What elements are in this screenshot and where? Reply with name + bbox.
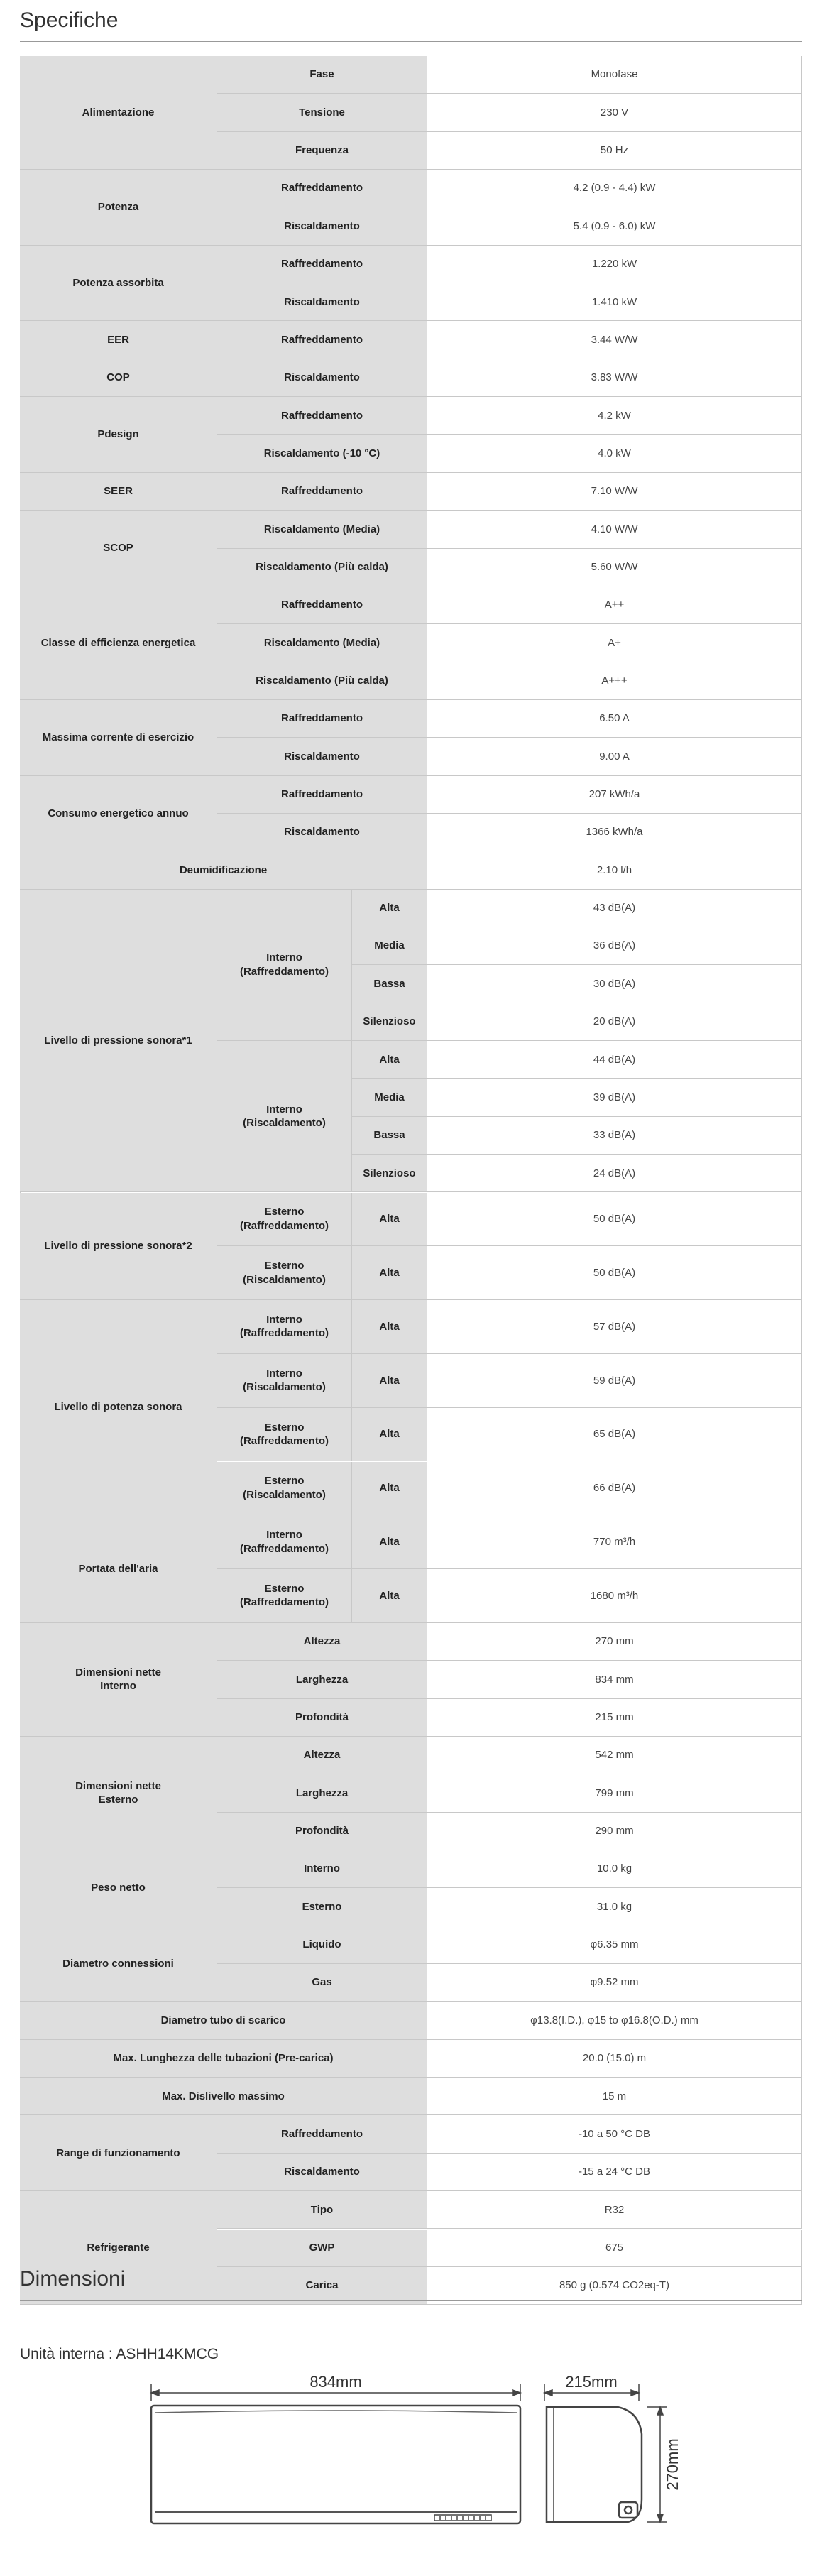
spec-mode-silenzioso-text: Silenzioso — [363, 1015, 416, 1028]
spec-label-portata-dell-aria-text: Portata dell'aria — [78, 1562, 158, 1575]
spec-value-text: -15 a 24 °C DB — [578, 2166, 651, 2178]
spec-value-text: 59 dB(A) — [593, 1374, 636, 1387]
spec-label-massima-corrente-di-esercizio-text: Massima corrente di esercizio — [42, 731, 194, 744]
spec-value — [427, 1515, 802, 1569]
spec-sub-riscaldamento-text: Riscaldamento — [284, 750, 360, 763]
spec-value — [427, 2154, 802, 2191]
spec-label-range-di-funzionamento — [20, 2115, 217, 2191]
spec-sub-raffreddamento-text: Raffreddamento — [280, 258, 363, 271]
spec-value — [427, 662, 802, 700]
spec-mode-alta-text: Alta — [379, 902, 400, 915]
spec-sub-larghezza — [217, 1774, 427, 1812]
spec-sub-interno — [217, 1850, 427, 1888]
spec-value — [427, 1003, 802, 1041]
spec-sub-esterno-raffreddamento — [217, 1569, 352, 1623]
spec-value — [427, 321, 802, 359]
spec-sub-riscaldamento-10-c — [217, 435, 427, 473]
spec-mode-bassa-text: Bassa — [373, 977, 405, 990]
spec-value-text: 799 mm — [595, 1786, 634, 1799]
spec-sub-raffreddamento-text: Raffreddamento — [280, 712, 363, 725]
spec-mode-alta — [352, 1462, 427, 1516]
spec-sub-raffreddamento-text: Raffreddamento — [280, 2127, 363, 2140]
spec-value-text: 4.10 W/W — [591, 523, 638, 535]
spec-value-text: 207 kWh/a — [588, 788, 640, 801]
spec-label-dimensioni-nette-esterno-text: Dimensioni nette Esterno — [75, 1779, 161, 1806]
spec-value-text: 57 dB(A) — [593, 1320, 636, 1333]
spec-sub-fase-text: Fase — [309, 68, 334, 81]
spec-sub-esterno-riscaldamento-text: Esterno (Riscaldamento) — [243, 1260, 326, 1286]
spec-value-text: 5.4 (0.9 - 6.0) kW — [573, 219, 656, 232]
spec-value-text: φ9.52 mm — [590, 1976, 639, 1989]
spec-value — [427, 927, 802, 965]
spec-mode-alta — [352, 890, 427, 927]
spec-sub-altezza — [217, 1737, 427, 1774]
spec-label-consumo-energetico-annuo-text: Consumo energetico annuo — [48, 807, 189, 819]
spec-label-classe-di-efficienza-energetica — [20, 586, 217, 700]
spec-value-text: 1366 kWh/a — [586, 826, 643, 839]
spec-value-text: R32 — [604, 2203, 625, 2216]
spec-mode-media-text: Media — [374, 1091, 405, 1103]
spec-value — [427, 170, 802, 207]
spec-label-livello-di-potenza-sonora-text: Livello di potenza sonora — [54, 1401, 182, 1414]
spec-value — [427, 511, 802, 548]
spec-value-text: A+++ — [601, 675, 628, 687]
spec-mode-alta — [352, 1354, 427, 1408]
spec-mode-bassa — [352, 965, 427, 1003]
spec-value-text: Monofase — [591, 68, 638, 81]
spec-sub-raffreddamento — [217, 170, 427, 207]
spec-label-potenza-text: Potenza — [97, 201, 139, 214]
spec-value-text: 834 mm — [595, 1673, 634, 1686]
spec-value-text: 6.50 A — [599, 712, 630, 725]
spec-sub-riscaldamento-media — [217, 511, 427, 548]
spec-sub-raffreddamento — [217, 473, 427, 511]
spec-value — [427, 851, 802, 889]
spec-value — [427, 1888, 802, 1926]
spec-value-text: 850 g (0.574 CO2eq-T) — [559, 2279, 670, 2292]
spec-value — [427, 1926, 802, 1964]
spec-value — [427, 132, 802, 170]
spec-value-text: 9.00 A — [599, 750, 630, 763]
spec-value — [427, 473, 802, 511]
spec-sub-interno-riscaldamento-text: Interno (Riscaldamento) — [243, 1367, 326, 1394]
spec-value-text: 2.10 l/h — [596, 863, 632, 876]
spec-value — [427, 965, 802, 1003]
spec-value — [427, 700, 802, 738]
spec-value-text: 24 dB(A) — [593, 1167, 636, 1179]
spec-value-text: 33 dB(A) — [593, 1129, 636, 1142]
spec-value — [427, 56, 802, 94]
spec-value — [427, 2040, 802, 2078]
spec-label-portata-dell-aria — [20, 1515, 217, 1623]
spec-value-text: 15 m — [602, 2090, 627, 2102]
spec-sub-fase — [217, 56, 427, 94]
spec-label-classe-di-efficienza-energetica-text: Classe di efficienza energetica — [40, 636, 196, 649]
spec-sub-frequenza-text: Frequenza — [295, 144, 349, 157]
spec-label-massima-corrente-di-esercizio — [20, 700, 217, 776]
spec-value — [427, 2191, 802, 2229]
specs-title: Specifiche — [20, 9, 119, 32]
spec-label-scop — [20, 511, 217, 586]
spec-sub-riscaldamento-10-c-text: Riscaldamento (-10 °C) — [263, 447, 380, 459]
spec-value-text: 675 — [605, 2241, 624, 2254]
spec-sub-raffreddamento — [217, 700, 427, 738]
spec-sub-raffreddamento — [217, 321, 427, 359]
spec-mode-alta-text: Alta — [379, 1482, 400, 1495]
spec-sub-riscaldamento-text: Riscaldamento — [284, 826, 360, 839]
spec-mode-alta-text: Alta — [379, 1374, 400, 1387]
spec-label-dimensioni-nette-esterno — [20, 1737, 217, 1850]
spec-sub-raffreddamento — [217, 246, 427, 283]
spec-sub-interno-raffreddamento-text: Interno (Raffreddamento) — [239, 1313, 329, 1340]
spec-value — [427, 1408, 802, 1462]
spec-value — [427, 776, 802, 814]
spec-value — [427, 624, 802, 662]
spec-sub-tensione — [217, 94, 427, 131]
spec-value-text: 4.2 (0.9 - 4.4) kW — [573, 182, 656, 195]
spec-label-diametro-tubo-di-scarico-text: Diametro tubo di scarico — [160, 2014, 286, 2026]
spec-mode-media — [352, 927, 427, 965]
spec-sub-tipo — [217, 2191, 427, 2229]
spec-label-peso-netto — [20, 1850, 217, 1926]
spec-value-text: 290 mm — [595, 1825, 634, 1838]
spec-value — [427, 207, 802, 245]
spec-sub-riscaldamento — [217, 2154, 427, 2191]
spec-sub-interno-raffreddamento — [217, 1515, 352, 1569]
spec-value — [427, 359, 802, 397]
spec-value — [427, 2230, 802, 2267]
spec-mode-media — [352, 1079, 427, 1116]
depth-label: 215mm — [565, 2373, 618, 2391]
spec-value-text: 65 dB(A) — [593, 1428, 636, 1441]
spec-label-livello-di-pressione-sonora-1-text: Livello di pressione sonora*1 — [44, 1034, 192, 1047]
spec-mode-alta-text: Alta — [379, 1266, 400, 1279]
spec-value-text: 10.0 kg — [596, 1862, 632, 1875]
spec-sub-gas — [217, 1964, 427, 2002]
spec-sub-riscaldamento-piu-calda — [217, 549, 427, 586]
spec-sub-riscaldamento — [217, 738, 427, 775]
spec-label-livello-di-pressione-sonora-2-text: Livello di pressione sonora*2 — [44, 1240, 192, 1252]
spec-value — [427, 2115, 802, 2153]
spec-value-text: 4.0 kW — [598, 447, 631, 459]
spec-sub-esterno-riscaldamento-text: Esterno (Riscaldamento) — [243, 1475, 326, 1501]
spec-sub-esterno-text: Esterno — [302, 1900, 342, 1913]
spec-label-livello-di-pressione-sonora-2 — [20, 1193, 217, 1301]
spec-sub-esterno-raffreddamento — [217, 1408, 352, 1462]
spec-value-text: A+ — [608, 636, 621, 649]
spec-sub-liquido — [217, 1926, 427, 1964]
spec-sub-esterno-raffreddamento — [217, 1193, 352, 1247]
spec-label-diametro-connessioni — [20, 1926, 217, 2002]
spec-mode-alta — [352, 1515, 427, 1569]
spec-value — [427, 1699, 802, 1737]
dimensions-title: Dimensioni — [20, 2267, 126, 2291]
spec-sub-riscaldamento-piu-calda-text: Riscaldamento (Più calda) — [256, 560, 388, 573]
spec-label-max-dislivello-massimo-text: Max. Dislivello massimo — [162, 2090, 285, 2102]
spec-label-consumo-energetico-annuo — [20, 776, 217, 852]
spec-mode-media-text: Media — [374, 939, 405, 952]
spec-value-text: 270 mm — [595, 1635, 634, 1648]
spec-sub-altezza — [217, 1623, 427, 1661]
spec-value-text: 3.83 W/W — [591, 371, 638, 384]
spec-sub-profondita — [217, 1813, 427, 1850]
spec-value — [427, 1569, 802, 1623]
spec-value-text: 50 dB(A) — [593, 1213, 636, 1226]
spec-mode-alta-text: Alta — [379, 1320, 400, 1333]
spec-sub-riscaldamento-piu-calda-text: Riscaldamento (Più calda) — [256, 675, 388, 687]
spec-label-max-dislivello-massimo — [20, 2078, 427, 2115]
spec-sub-esterno-riscaldamento — [217, 1246, 352, 1300]
specs-table — [20, 56, 802, 2292]
spec-label-potenza-assorbita-text: Potenza assorbita — [72, 276, 164, 289]
spec-value-text: 1.410 kW — [591, 295, 637, 308]
spec-label-deumidificazione-text: Deumidificazione — [179, 863, 268, 876]
spec-label-peso-netto-text: Peso netto — [91, 1882, 146, 1894]
spec-sub-riscaldamento-text: Riscaldamento — [284, 2166, 360, 2178]
spec-value-text: 4.2 kW — [598, 409, 631, 422]
spec-sub-riscaldamento-media-text: Riscaldamento (Media) — [263, 636, 380, 649]
spec-sub-altezza-text: Altezza — [303, 1749, 341, 1762]
spec-sub-tensione-text: Tensione — [299, 106, 345, 119]
spec-mode-alta — [352, 1041, 427, 1079]
spec-value-text: 43 dB(A) — [593, 902, 636, 915]
spec-value — [427, 1964, 802, 2002]
spec-value — [427, 1737, 802, 1774]
spec-sub-riscaldamento — [217, 283, 427, 321]
spec-value-text: 542 mm — [595, 1749, 634, 1762]
spec-label-seer-text: SEER — [104, 485, 133, 498]
spec-value-text: A++ — [604, 599, 625, 611]
spec-sub-esterno-raffreddamento-text: Esterno (Raffreddamento) — [239, 1421, 329, 1448]
spec-mode-silenzioso — [352, 1003, 427, 1041]
spec-value — [427, 738, 802, 775]
spec-value-text: 230 V — [600, 106, 629, 119]
spec-sub-riscaldamento-text: Riscaldamento — [284, 295, 360, 308]
spec-mode-bassa-text: Bassa — [373, 1129, 405, 1142]
height-label: 270mm — [664, 2438, 681, 2491]
spec-value — [427, 1246, 802, 1300]
spec-sub-interno-text: Interno — [304, 1862, 340, 1875]
spec-value-text: 7.10 W/W — [591, 485, 638, 498]
spec-sub-interno-raffreddamento-text: Interno (Raffreddamento) — [239, 1529, 329, 1555]
spec-value — [427, 1155, 802, 1192]
spec-value — [427, 94, 802, 131]
spec-label-seer — [20, 473, 217, 511]
spec-label-alimentazione-text: Alimentazione — [82, 106, 155, 119]
spec-sub-larghezza — [217, 1661, 427, 1698]
spec-sub-raffreddamento-text: Raffreddamento — [280, 485, 363, 498]
spec-sub-interno-riscaldamento-text: Interno (Riscaldamento) — [243, 1103, 326, 1130]
spec-value — [427, 1354, 802, 1408]
spec-label-dimensioni-nette-interno-text: Dimensioni nette Interno — [75, 1666, 161, 1693]
spec-value — [427, 397, 802, 435]
spec-sub-riscaldamento-media-text: Riscaldamento (Media) — [263, 523, 380, 535]
spec-value — [427, 1041, 802, 1079]
spec-sub-gwp-text: GWP — [309, 2241, 335, 2254]
spec-label-diametro-connessioni-text: Diametro connessioni — [62, 1957, 174, 1970]
spec-label-diametro-tubo-di-scarico — [20, 2002, 427, 2039]
spec-value-text: 39 dB(A) — [593, 1091, 636, 1103]
spec-label-livello-di-pressione-sonora-1 — [20, 890, 217, 1193]
dimension-drawing — [0, 2372, 822, 2576]
indoor-unit-front-view — [151, 2406, 520, 2523]
spec-value-text: φ6.35 mm — [590, 1938, 639, 1951]
spec-value — [427, 1850, 802, 1888]
spec-sub-raffreddamento — [217, 2115, 427, 2153]
spec-label-max-lunghezza-delle-tubazioni-pre-carica — [20, 2040, 427, 2078]
spec-value — [427, 1300, 802, 1354]
spec-sub-interno-riscaldamento — [217, 1354, 352, 1408]
spec-value — [427, 1462, 802, 1516]
spec-sub-frequenza — [217, 132, 427, 170]
spec-sub-carica-text: Carica — [305, 2279, 339, 2292]
spec-sub-altezza-text: Altezza — [303, 1635, 341, 1648]
spec-mode-silenzioso-text: Silenzioso — [363, 1167, 416, 1179]
spec-value — [427, 1623, 802, 1661]
spec-sub-raffreddamento — [217, 586, 427, 624]
spec-sub-liquido-text: Liquido — [302, 1938, 341, 1951]
spec-value — [427, 1661, 802, 1698]
spec-sub-riscaldamento-text: Riscaldamento — [284, 371, 360, 384]
spec-label-pdesign-text: Pdesign — [97, 428, 139, 441]
width-label: 834mm — [309, 2373, 362, 2391]
spec-value-text: 66 dB(A) — [593, 1482, 636, 1495]
spec-value — [427, 283, 802, 321]
spec-sub-interno-raffreddamento-text: Interno (Raffreddamento) — [239, 951, 329, 978]
spec-value-text: 50 dB(A) — [593, 1266, 636, 1279]
spec-label-cop-text: COP — [106, 371, 130, 384]
spec-sub-esterno-riscaldamento — [217, 1462, 352, 1516]
spec-sub-gwp — [217, 2230, 427, 2267]
spec-label-alimentazione — [20, 56, 217, 170]
spec-sub-larghezza-text: Larghezza — [295, 1786, 349, 1799]
spec-sub-riscaldamento — [217, 359, 427, 397]
spec-sub-riscaldamento — [217, 207, 427, 245]
spec-value-text: 3.44 W/W — [591, 333, 638, 346]
spec-sub-tipo-text: Tipo — [310, 2203, 334, 2216]
spec-sub-interno-raffreddamento — [217, 1300, 352, 1354]
spec-label-max-lunghezza-delle-tubazioni-pre-carica-text: Max. Lunghezza delle tubazioni (Pre-carica) — [113, 2052, 334, 2065]
spec-value-text: 50 Hz — [600, 144, 629, 157]
spec-value-text: 1.220 kW — [591, 258, 637, 271]
spec-value — [427, 1193, 802, 1247]
spec-mode-alta-text: Alta — [379, 1589, 400, 1602]
spec-value-text: 5.60 W/W — [591, 560, 638, 573]
spec-value — [427, 890, 802, 927]
spec-value-text: 770 m³/h — [593, 1535, 636, 1548]
spec-value — [427, 246, 802, 283]
spec-value — [427, 2002, 802, 2039]
spec-sub-interno-riscaldamento — [217, 1041, 352, 1192]
spec-value-text: 20 dB(A) — [593, 1015, 636, 1028]
spec-sub-raffreddamento-text: Raffreddamento — [280, 599, 363, 611]
spec-value-text: -10 a 50 °C DB — [578, 2127, 651, 2140]
spec-value-text: 30 dB(A) — [593, 977, 636, 990]
spec-value-text: 36 dB(A) — [593, 939, 636, 952]
spec-sub-raffreddamento-text: Raffreddamento — [280, 409, 363, 422]
unit-label: Unità interna : ASHH14KMCG — [20, 2346, 219, 2362]
dimensions-title-rule — [20, 2300, 802, 2301]
spec-value-text: 20.0 (15.0) m — [582, 2052, 647, 2065]
spec-mode-bassa — [352, 1117, 427, 1155]
spec-label-livello-di-potenza-sonora — [20, 1300, 217, 1515]
spec-label-eer-text: EER — [107, 333, 129, 346]
spec-mode-alta — [352, 1569, 427, 1623]
spec-mode-alta-text: Alta — [379, 1428, 400, 1441]
spec-value — [427, 814, 802, 851]
spec-value-text: 1680 m³/h — [590, 1589, 639, 1602]
spec-value — [427, 549, 802, 586]
spec-sub-raffreddamento-text: Raffreddamento — [280, 182, 363, 195]
spec-value — [427, 1117, 802, 1155]
spec-value-text: 44 dB(A) — [593, 1053, 636, 1066]
spec-value — [427, 1774, 802, 1812]
spec-label-dimensioni-nette-interno — [20, 1623, 217, 1737]
spec-mode-alta — [352, 1193, 427, 1247]
spec-label-range-di-funzionamento-text: Range di funzionamento — [56, 2146, 180, 2159]
spec-value-text: 31.0 kg — [596, 1900, 632, 1913]
spec-label-deumidificazione — [20, 851, 427, 889]
spec-label-refrigerante-text: Refrigerante — [87, 2241, 150, 2254]
spec-sub-raffreddamento — [217, 397, 427, 435]
spec-sub-raffreddamento-text: Raffreddamento — [280, 333, 363, 346]
spec-sub-esterno — [217, 1888, 427, 1926]
spec-sub-gas-text: Gas — [312, 1976, 332, 1989]
spec-sub-riscaldamento-media — [217, 624, 427, 662]
spec-value-text: φ13.8(I.D.), φ15 to φ16.8(O.D.) mm — [530, 2014, 698, 2026]
spec-sub-riscaldamento-piu-calda — [217, 662, 427, 700]
spec-value — [427, 586, 802, 624]
spec-mode-silenzioso — [352, 1155, 427, 1192]
spec-mode-alta — [352, 1300, 427, 1354]
spec-label-cop — [20, 359, 217, 397]
spec-mode-alta-text: Alta — [379, 1213, 400, 1226]
spec-label-potenza-assorbita — [20, 246, 217, 322]
indoor-unit-side-view — [547, 2407, 642, 2522]
spec-sub-raffreddamento-text: Raffreddamento — [280, 788, 363, 801]
spec-mode-alta — [352, 1408, 427, 1462]
spec-sub-riscaldamento — [217, 814, 427, 851]
spec-label-eer — [20, 321, 217, 359]
spec-sub-esterno-raffreddamento-text: Esterno (Raffreddamento) — [239, 1582, 329, 1609]
spec-value — [427, 435, 802, 473]
spec-sub-riscaldamento-text: Riscaldamento — [284, 219, 360, 232]
specs-title-rule — [20, 41, 802, 42]
spec-sub-profondita — [217, 1699, 427, 1737]
spec-mode-alta-text: Alta — [379, 1053, 400, 1066]
spec-sub-larghezza-text: Larghezza — [295, 1673, 349, 1686]
spec-sub-raffreddamento — [217, 776, 427, 814]
spec-label-scop-text: SCOP — [103, 542, 133, 555]
spec-value — [427, 1079, 802, 1116]
spec-label-potenza — [20, 170, 217, 246]
spec-sub-interno-raffreddamento — [217, 890, 352, 1041]
spec-value — [427, 1813, 802, 1850]
spec-sub-esterno-raffreddamento-text: Esterno (Raffreddamento) — [239, 1206, 329, 1232]
spec-mode-alta — [352, 1246, 427, 1300]
spec-label-pdesign — [20, 397, 217, 473]
spec-value — [427, 2078, 802, 2115]
spec-value-text: 215 mm — [595, 1711, 634, 1724]
spec-mode-alta-text: Alta — [379, 1535, 400, 1548]
spec-sub-profondita-text: Profondità — [295, 1825, 349, 1838]
spec-sub-profondita-text: Profondità — [295, 1711, 349, 1724]
